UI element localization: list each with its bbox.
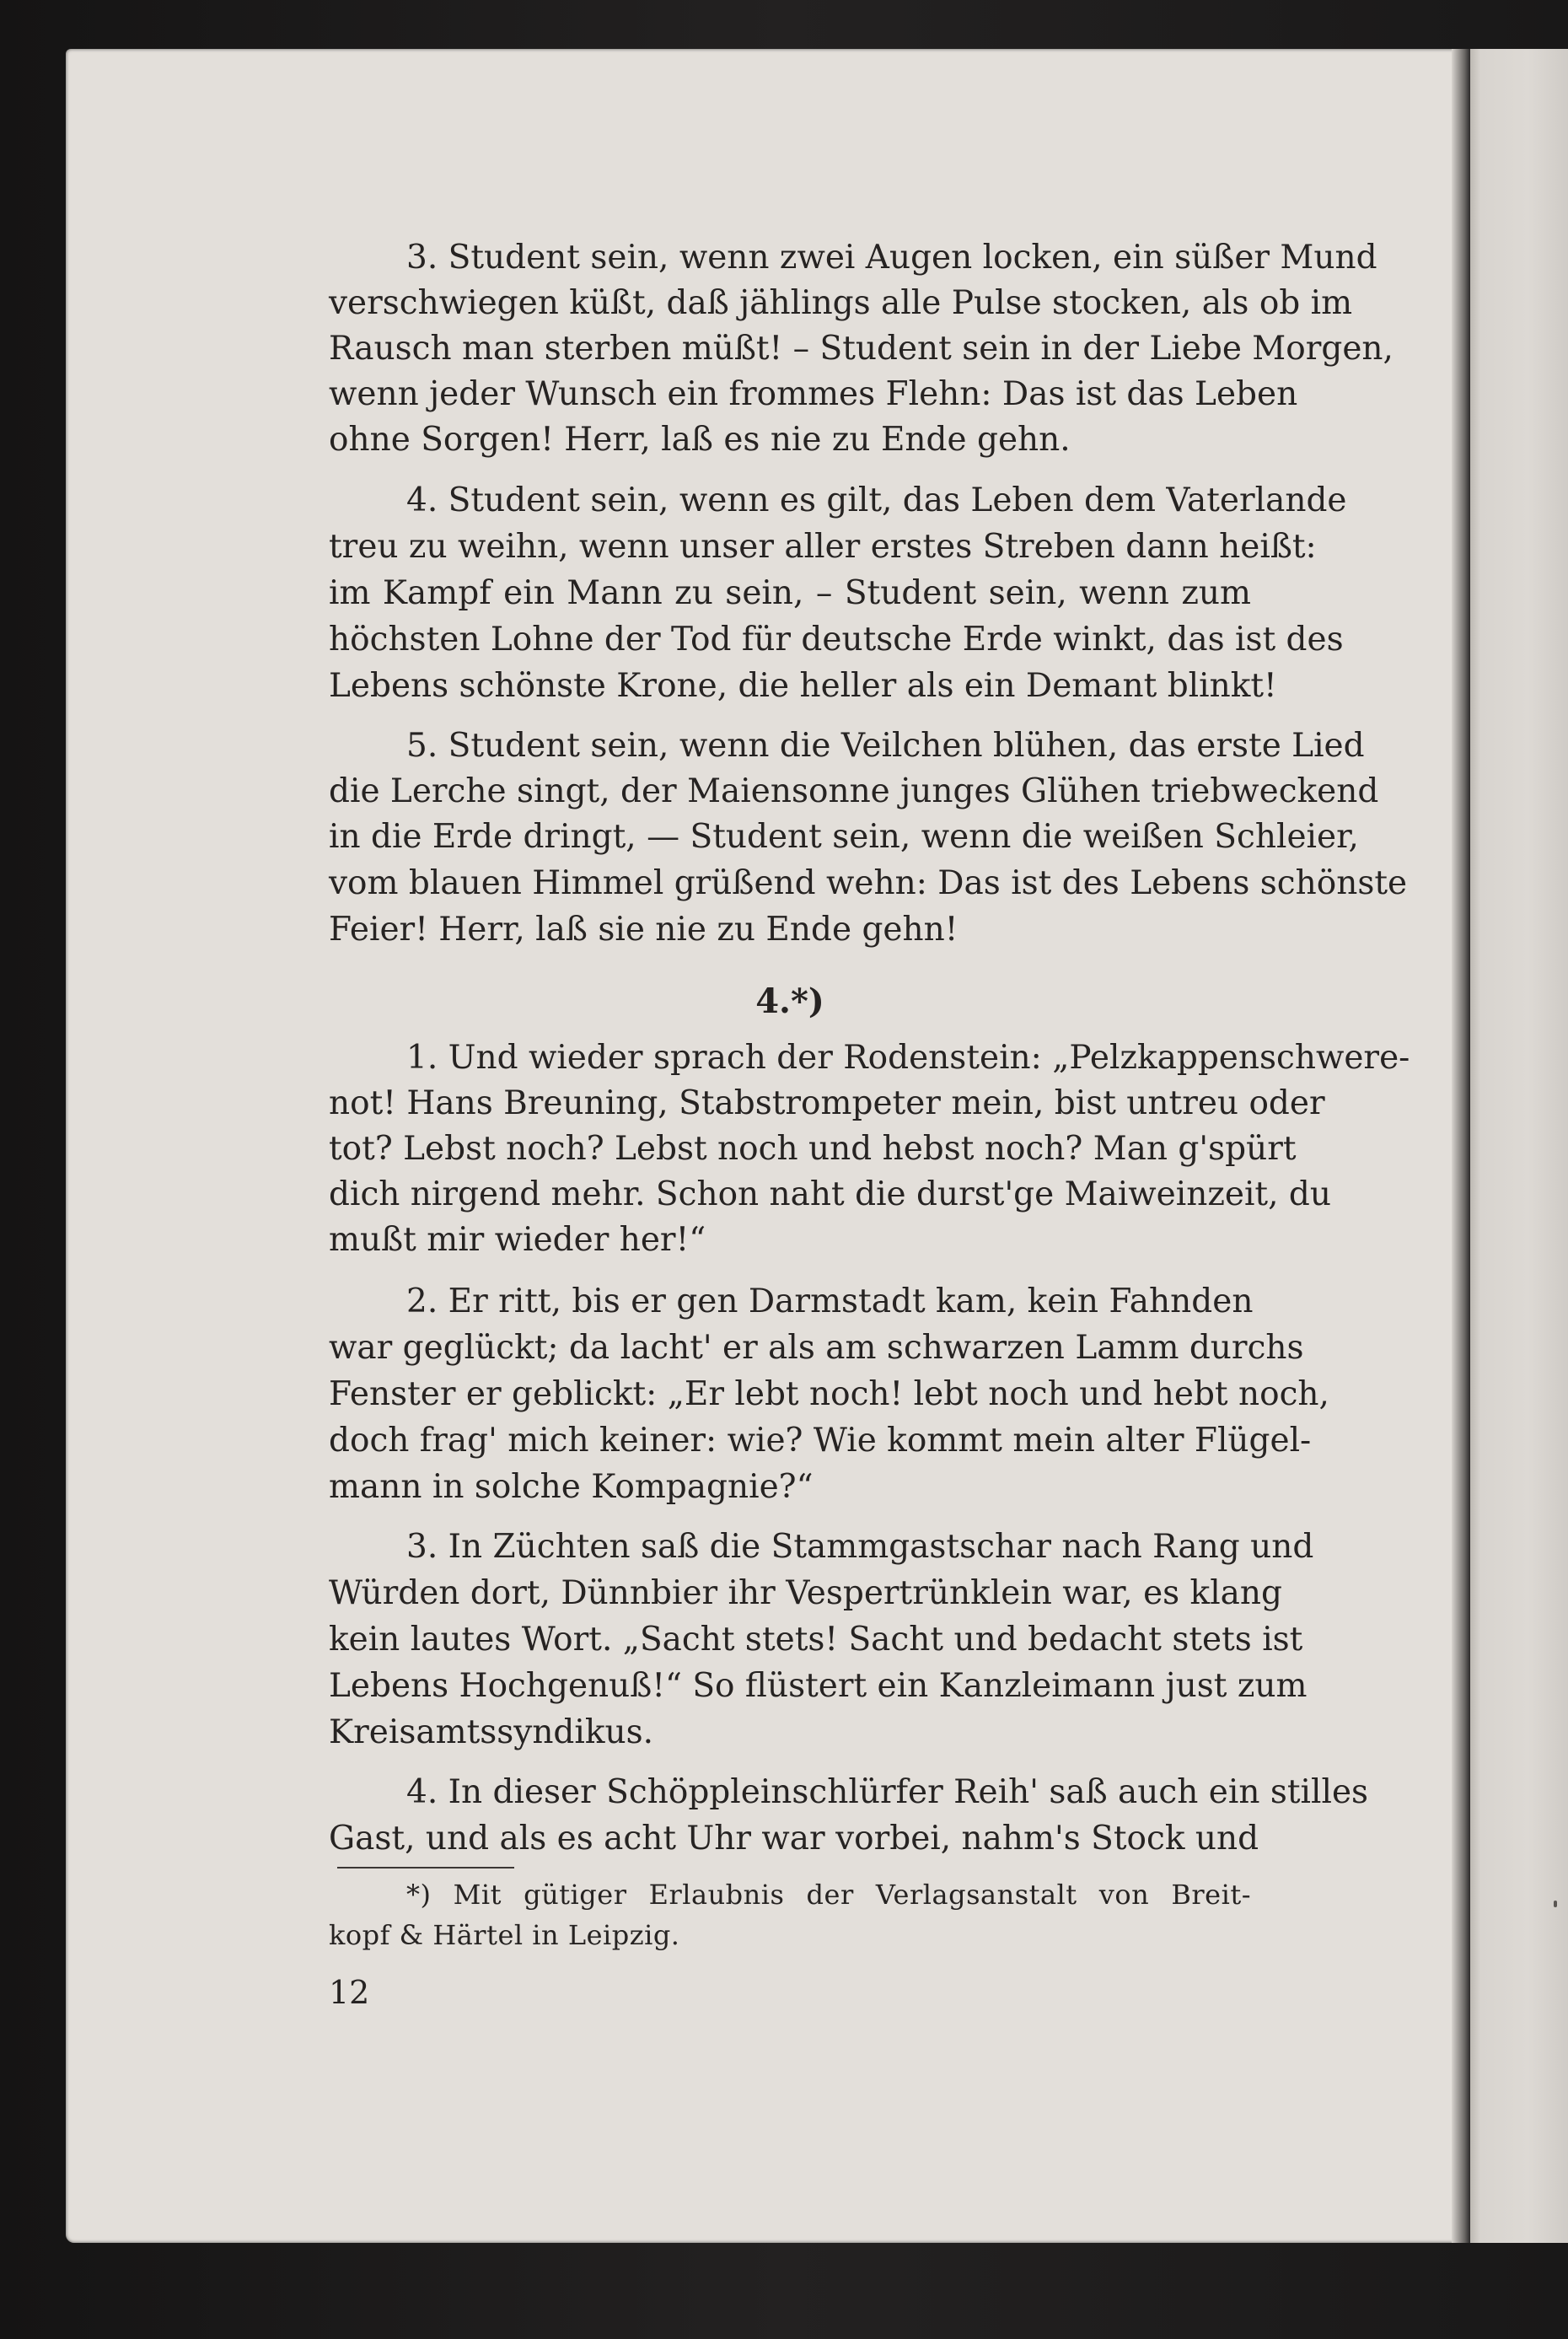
text-line: die Lerche singt, der Maiensonne junges Glühen triebweckend — [329, 772, 1379, 810]
text-line: im Kampf ein Mann zu sein, – Student sein, wenn zum — [329, 574, 1251, 612]
text-line: in die Erde dringt, — Student sein, wenn die weißen Schleier, — [329, 818, 1359, 856]
text-line: mußt mir wieder her!“ — [329, 1221, 706, 1259]
text-line: Feier! Herr, laß sie nie zu Ende gehn! — [329, 911, 959, 949]
paper-speck — [1554, 1901, 1557, 1907]
page-number: 12 — [329, 1974, 370, 2011]
text-line: Würden dort, Dünnbier ihr Vespertrünklein war, es klang — [329, 1574, 1282, 1612]
text-line: Kreisamtssyndikus. — [329, 1713, 654, 1751]
text-line: kein lautes Wort. „Sacht stets! Sacht und bedacht stets ist — [329, 1621, 1303, 1659]
text-line: Lebens schönste Krone, die heller als ein Demant blinkt! — [329, 667, 1277, 705]
text-line: war geglückt; da lacht' er als am schwarzen Lamm durchs — [329, 1329, 1304, 1367]
text-line: höchsten Lohne der Tod für deutsche Erde winkt, das ist des — [329, 621, 1344, 659]
text-line: 4. In dieser Schöppleinschlürfer Reih' saß auch ein stilles — [406, 1773, 1369, 1811]
footnote-line: *) Mit gütiger Erlaubnis der Verlagsanstalt von Breit- — [406, 1879, 1251, 1911]
song-heading: 4.*) — [755, 981, 824, 1021]
text-line: wenn jeder Wunsch ein frommes Flehn: Das ist das Leben — [329, 375, 1298, 413]
text-line: 3. Student sein, wenn zwei Augen locken, ein süßer Mund — [406, 239, 1377, 277]
text-line: verschwiegen küßt, daß jählings alle Pulse stocken, als ob im — [329, 284, 1353, 322]
text-line: vom blauen Himmel grüßend wehn: Das ist des Lebens schönste — [329, 864, 1408, 902]
text-line: 2. Er ritt, bis er gen Darmstadt kam, kein Fahnden — [406, 1282, 1254, 1320]
text-line: tot? Lebst noch? Lebst noch und hebst noch? Man g'spürt — [329, 1130, 1297, 1168]
text-line: 4. Student sein, wenn es gilt, das Leben dem Vaterlande — [406, 481, 1347, 519]
text-line: 5. Student sein, wenn die Veilchen blühen, das erste Lied — [406, 727, 1365, 765]
text-line: Rausch man sterben müßt! – Student sein in der Liebe Morgen, — [329, 330, 1393, 368]
text-line: Lebens Hochgenuß!“ So flüstert ein Kanzleimann just zum — [329, 1667, 1308, 1705]
text-line: not! Hans Breuning, Stabstrompeter mein, bist untreu oder — [329, 1084, 1325, 1122]
text-line: ohne Sorgen! Herr, laß es nie zu Ende gehn. — [329, 421, 1071, 459]
footnote-line: kopf & Härtel in Leipzig. — [329, 1919, 680, 1951]
text-line: Fenster er geblickt: „Er lebt noch! lebt noch und hebt noch, — [329, 1375, 1329, 1413]
footnote-rule — [337, 1867, 514, 1869]
text-line: dich nirgend mehr. Schon naht die durst'ge Maiweinzeit, du — [329, 1175, 1331, 1213]
text-line: doch frag' mich keiner: wie? Wie kommt mein alter Flügel- — [329, 1422, 1312, 1460]
text-line: 1. Und wieder sprach der Rodenstein: „Pelzkappenschwere- — [406, 1039, 1410, 1077]
text-line: 3. In Züchten saß die Stammgastschar nach Rang und — [406, 1528, 1314, 1566]
text-line: treu zu weihn, wenn unser aller erstes Streben dann heißt: — [329, 528, 1317, 566]
text-line: mann in solche Kompagnie?“ — [329, 1468, 814, 1506]
page-gutter-shadow — [1452, 49, 1470, 2243]
text-line: Gast, und als es acht Uhr war vorbei, nahm's Stock und — [329, 1820, 1259, 1858]
adjacent-page-edge — [1469, 49, 1568, 2243]
